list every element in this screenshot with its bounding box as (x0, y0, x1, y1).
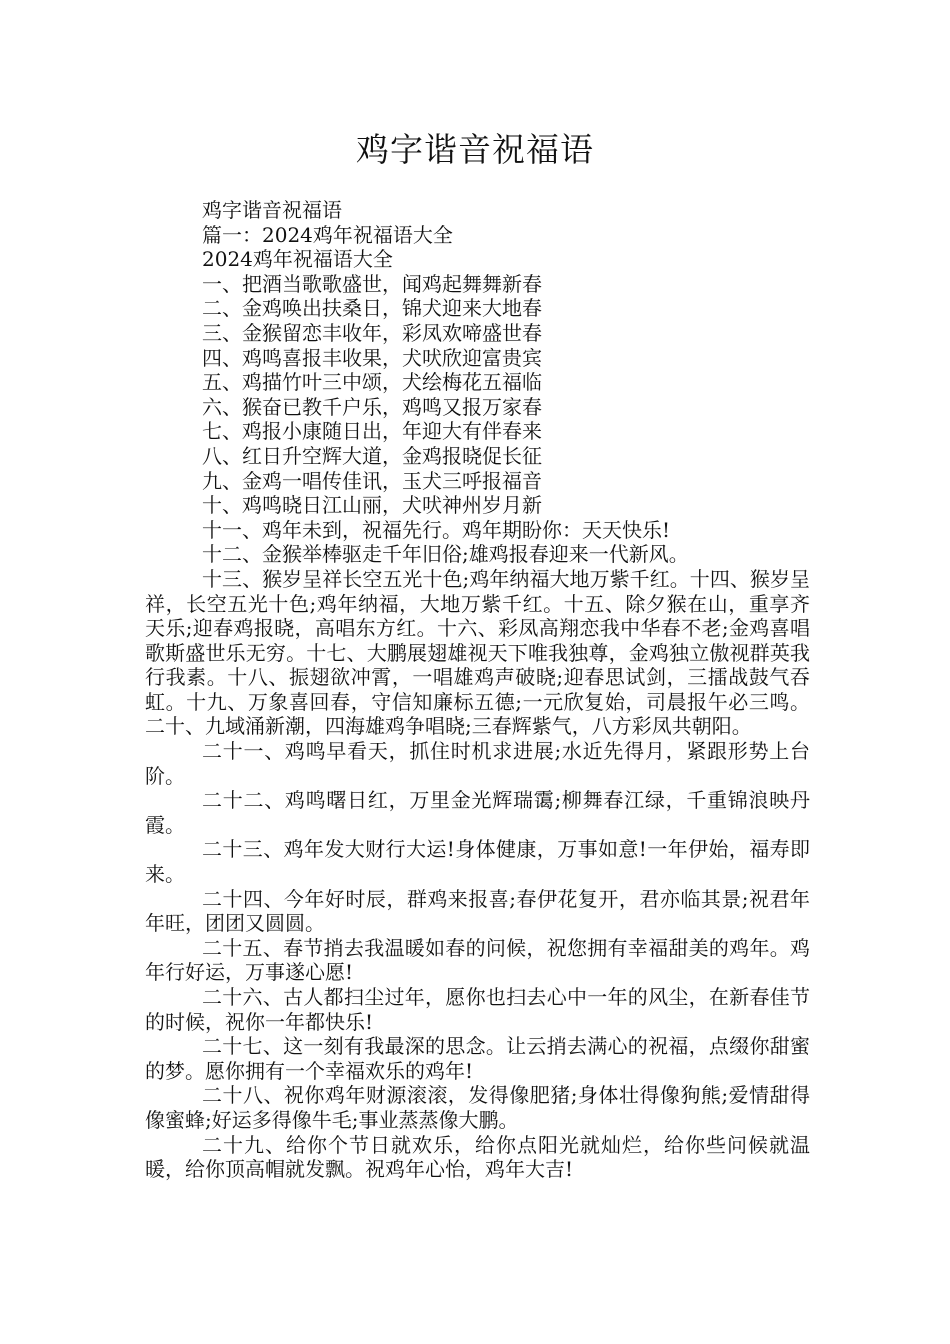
couplet-line: 六、猴奋已教千户乐，鸡鸣又报万家春 (202, 394, 542, 419)
couplet-line: 十、鸡鸣晓日江山丽，犬吠神州岁月新 (202, 493, 542, 518)
document-body (145, 198, 810, 1182)
couplet-line: 四、鸡鸣喜报丰收果，犬吠欣迎富贵宾 (202, 345, 542, 370)
greeting-paragraph: 二十九、给你个节日就欢乐，给你点阳光就灿烂，给你些问候就温暖，给你顶高帽就发飘。祝鸡年心怡，鸡年大吉! (145, 1132, 810, 1182)
couplet-line: 一、把酒当歌歌盛世，闻鸡起舞舞新春 (202, 271, 542, 296)
document-title: 鸡字谐音祝福语 (356, 130, 594, 169)
greeting-paragraph: 十三、猴岁呈祥长空五光十色;鸡年纳福大地万紫千红。十四、猴岁呈祥，长空五光十色;鸡年纳福，大地万紫千红。十五、除夕猴在山，重享齐天乐;迎春鸡报晓，高唱东方红。十六、彩凤高翔恋我中华春不老;金鸡喜唱歌斯盛世乐无穷。十七、大鹏展翅雄视天下唯我独尊，金鸡独立傲视群英我行我素。十八、振翅欲冲霄，一唱雄鸡声破晓;迎春思试剑，三擂战鼓气吞虹。十九、万象喜回春，守信知廉标五德;一元欣复始，司晨报午必三鸣。二十、九域涌新潮，四海雄鸡争唱晓;三春辉紫气，八方彩凤共朝阳。 (145, 566, 810, 739)
subtitle-line: 鸡字谐音祝福语 (202, 198, 342, 222)
greeting-paragraph: 二十三、鸡年发大财行大运!身体健康，万事如意!一年伊始，福寿即来。 (145, 837, 810, 887)
greeting-paragraph: 二十六、古人都扫尘过年，愿你也扫去心中一年的风尘，在新春佳节的时候，祝你一年都快乐! (145, 985, 810, 1034)
couplet-line: 三、金猴留恋丰收年，彩凤欢啼盛世春 (202, 320, 542, 345)
greeting-line: 十二、金猴举棒驱走千年旧俗;雄鸡报春迎来一代新风。 (202, 542, 689, 567)
couplet-line: 五、鸡描竹叶三中颂，犬绘梅花五福临 (202, 370, 542, 395)
couplet-line: 九、金鸡一唱传佳讯，玉犬三呼报福音 (202, 468, 542, 493)
greeting-paragraph: 二十四、今年好时辰，群鸡来报喜;春伊花复开，君亦临其景;祝君年年旺，团团又圆圆。 (145, 886, 810, 936)
couplet-line: 二、金鸡唤出扶桑日，锦犬迎来大地春 (202, 296, 542, 321)
couplet-line: 八、红日升空辉大道，金鸡报晓促长征 (202, 443, 542, 468)
section-heading: 2024鸡年祝福语大全 (202, 247, 393, 272)
greeting-paragraph: 二十七、这一刻有我最深的思念。让云捎去满心的祝福，点缀你甜蜜的梦。愿你拥有一个幸福欢乐的鸡年! (145, 1034, 810, 1083)
greeting-paragraph: 二十二、鸡鸣曙日红，万里金光辉瑞霭;柳舞春江绿，千重锦浪映丹霞。 (145, 788, 810, 837)
greeting-line: 十一、鸡年未到，祝福先行。鸡年期盼你：天天快乐! (202, 517, 671, 542)
greeting-paragraph: 二十五、春节捎去我温暖如春的问候，祝您拥有幸福甜美的鸡年。鸡年行好运，万事遂心愿! (145, 935, 810, 985)
couplet-line: 七、鸡报小康随日出，年迎大有伴春来 (202, 419, 542, 444)
greeting-paragraph: 二十八、祝你鸡年财源滚滚，发得像肥猪;身体壮得像狗熊;爱情甜得像蜜蜂;好运多得像牛毛;事业蒸蒸像大鹏。 (145, 1083, 810, 1132)
greeting-paragraph: 二十一、鸡鸣早看天，抓住时机求进展;水近先得月，紧跟形势上台阶。 (145, 739, 810, 788)
chapter-heading: 篇一：2024鸡年祝福语大全 (202, 222, 453, 247)
